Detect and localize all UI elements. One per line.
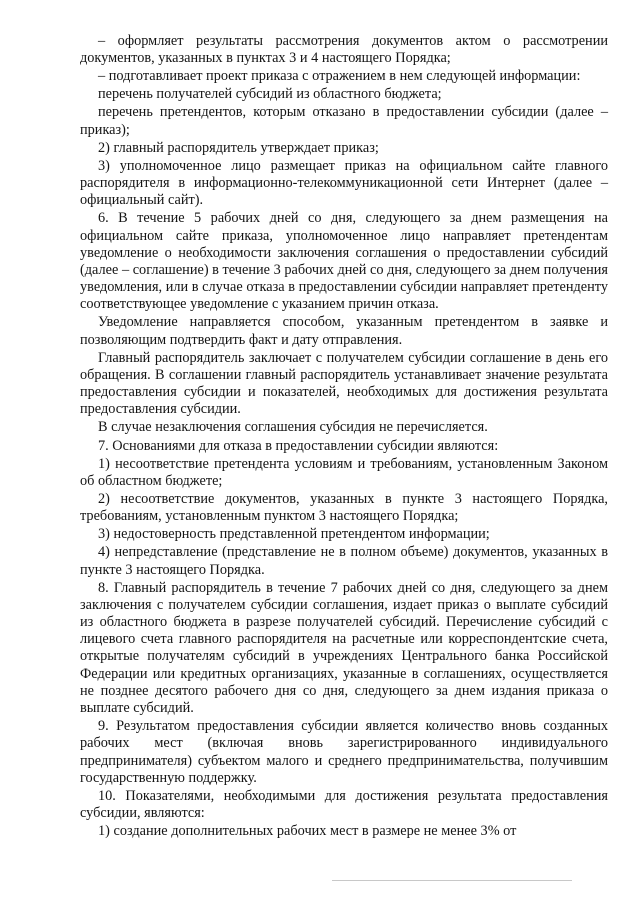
paragraph: перечень претендентов, которым отказано в предоставлении субсидии (далее – приказ); xyxy=(80,104,608,138)
paragraph: 1) создание дополнительных рабочих мест в размере не менее 3% от xyxy=(98,823,517,840)
paragraph: 10. Показателями, необходимыми для достижения результата предоставления субсидии, являются: xyxy=(80,787,608,822)
paragraph: 9. Результатом предоставления субсидии является количество вновь созданных рабочих мест (включая вновь зарегистрированного индивидуального предпринимателя) субъектом малого и среднего предпринимательства, получившим государственную поддержку. xyxy=(80,718,608,786)
paragraph: перечень получателей субсидий из областного бюджета; xyxy=(98,86,442,103)
paragraph: 3) уполномоченное лицо размещает приказ на официальном сайте главного распорядителя в информационно-телекоммуникационной сети Интернет (далее – официальный сайт). xyxy=(80,157,608,209)
paragraph: 4) непредставление (представление не в полном объеме) документов, указанных в пункте 3 настоящего Порядка. xyxy=(80,544,608,578)
document-body xyxy=(80,33,608,841)
paragraph: 2) главный распорядитель утверждает приказ; xyxy=(98,139,379,156)
paragraph: Уведомление направляется способом, указанным претендентом в заявке и позволяющим подтвердить факт и дату отправления. xyxy=(80,314,608,348)
paragraph: 6. В течение 5 рабочих дней со дня, следующего за днем размещения на официальном сайте приказа, уполномоченное лицо направляет претендентам уведомление о необходимости заключения соглашения о предоставлении субсидий (далее – соглашение) в течение 3 рабочих дней со дня, следующего за днем получения уведомления, или в случае отказа в предоставлении субсидии направляет претенденту соответствующее уведомление с указанием причин отказа. xyxy=(80,210,608,313)
paragraph: – подготавливает проект приказа с отражением в нем следующей информации: xyxy=(98,68,581,85)
paragraph: Главный распорядитель заключает с получателем субсидии соглашение в день его обращения. В соглашении главный распорядитель устанавливает значение результата предоставления субсидии и показателей, необходимых для достижения результата предоставления субсидии. xyxy=(80,349,608,418)
paragraph: В случае незаключения соглашения субсидия не перечисляется. xyxy=(98,419,488,436)
footer-divider xyxy=(332,880,572,881)
paragraph: – оформляет результаты рассмотрения документов актом о рассмотрении документов, указанных в пунктах 3 и 4 настоящего Порядка; xyxy=(80,33,608,67)
paragraph: 7. Основаниями для отказа в предоставлении субсидии являются: xyxy=(98,437,499,454)
paragraph: 2) несоответствие документов, указанных в пункте 3 настоящего Порядка, требованиям, установленным пунктом 3 настоящего Порядка; xyxy=(80,490,608,525)
paragraph: 1) несоответствие претендента условиям и требованиям, установленным Законом об областном бюджете; xyxy=(80,455,608,489)
paragraph: 8. Главный распорядитель в течение 7 рабочих дней со дня, следующего за днем заключения с получателем субсидии соглашения, издает приказ о выплате субсидий из областного бюджета в разрезе получателей субсидий. Перечисление субсидий с лицевого счета главного распорядителя на расчетные или корреспондентские счета, открытые получателям субсидий в учреждениях Центрального банка Российской Федерации или кредитных организациях, указанные в соглашениях, осуществляется не позднее десятого рабочего дня со дня, следующего за днем издания приказа о выплате субсидий. xyxy=(80,579,608,717)
paragraph: 3) недостоверность представленной претендентом информации; xyxy=(98,526,490,543)
